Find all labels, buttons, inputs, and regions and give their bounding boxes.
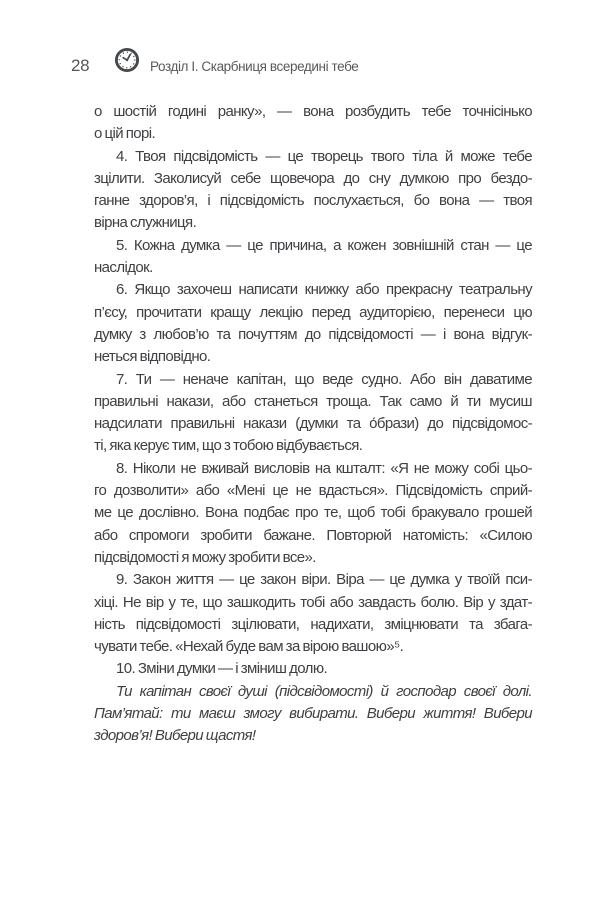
text-line: неться відповідно. xyxy=(94,348,211,366)
chapter-title: Розділ І. Скарбниця всередині тебе xyxy=(150,59,359,74)
text-line: 6. Якщо захочеш написати книжку або прекрасну театральну xyxy=(116,281,532,299)
text-line: підсвідомості я можу зробити все». xyxy=(94,548,316,566)
text-line: 4. Твоя підсвідомість — це творець твого тіла й може тебе xyxy=(116,147,532,165)
text-line: ганне здоров’я, і підсвідомість послухається, бо вона — твоя xyxy=(94,192,532,210)
text-line: 7. Ти — неначе капітан, що веде судно. Або він даватиме xyxy=(116,370,532,388)
paragraph xyxy=(94,279,532,368)
text-line: ті, яка керує тим, що з тобою відбувається. xyxy=(94,437,363,455)
text-line: Ти капітан своєї душі (підсвідомості) й господар своєї долі. xyxy=(116,682,532,700)
text-line: здоров’я! Вибери щастя! xyxy=(94,727,256,745)
text-line: чувати тебе. «Нехай буде вам за вірою вашою»⁵. xyxy=(94,638,404,656)
text-line: о шостій годині ранку», — вона розбудить тебе точнісінько xyxy=(94,103,532,120)
text-line: надсилати правильні накази (думки та о́брази) до підсвідомос- xyxy=(94,415,532,433)
text-line: ме це дослівно. Вона подбає про те, щоб тобі бракувало грошей xyxy=(94,504,532,522)
body-text xyxy=(94,101,532,748)
text-line: правильні накази, або станеться троща. Так само й ти мусиш xyxy=(94,392,532,410)
text-line: думку з любов’ю та почуттям до підсвідомості — і вона відгук- xyxy=(94,325,532,343)
text-line: 10. Зміни думки — і зміниш долю. xyxy=(116,660,328,678)
paragraph xyxy=(94,458,532,569)
clock-icon xyxy=(114,47,140,73)
page-header xyxy=(0,0,600,90)
text-line: 5. Кожна думка — це причина, а кожен зовнішній стан — це xyxy=(116,236,532,254)
text-line: ність підсвідомості зцілювати, надихати, зміцнювати та збага- xyxy=(94,615,532,633)
text-line: або спромоги зробити бажане. Повторюй натомість: «Силою xyxy=(94,526,532,544)
text-line: 8. Ніколи не вживай висловів на кшталт: «Я не можу собі цьо- xyxy=(116,459,532,477)
paragraph xyxy=(94,569,532,658)
paragraph xyxy=(94,146,532,235)
page-number: 28 xyxy=(71,56,90,75)
paragraph xyxy=(94,101,532,146)
text-line: вірна служниця. xyxy=(94,214,197,232)
paragraph xyxy=(94,235,532,280)
text-line: наслідок. xyxy=(94,259,153,277)
text-line: п’єсу, прочитати кращу лекцію перед аудиторією, перенеси цю xyxy=(94,303,532,321)
text-line: зцілити. Заколисуй себе щовечора до сну думкою про бездо- xyxy=(94,169,532,187)
paragraph xyxy=(94,658,532,680)
text-line: 9. Закон життя — це закон віри. Віра — це думка у твоїй пси- xyxy=(116,571,532,589)
paragraph xyxy=(94,369,532,458)
text-line: хіці. Не вір у те, що зашкодить тобі або завдасть болю. Вір у здат- xyxy=(94,593,532,611)
text-line: го дозволити» або «Мені це не вдасться». Підсвідомість сприй- xyxy=(94,482,532,500)
paragraph xyxy=(94,681,532,748)
text-line: о цій порі. xyxy=(94,125,156,143)
text-line: Пам’ятай: ти маєш змогу вибирати. Вибери життя! Вибери xyxy=(94,705,532,723)
